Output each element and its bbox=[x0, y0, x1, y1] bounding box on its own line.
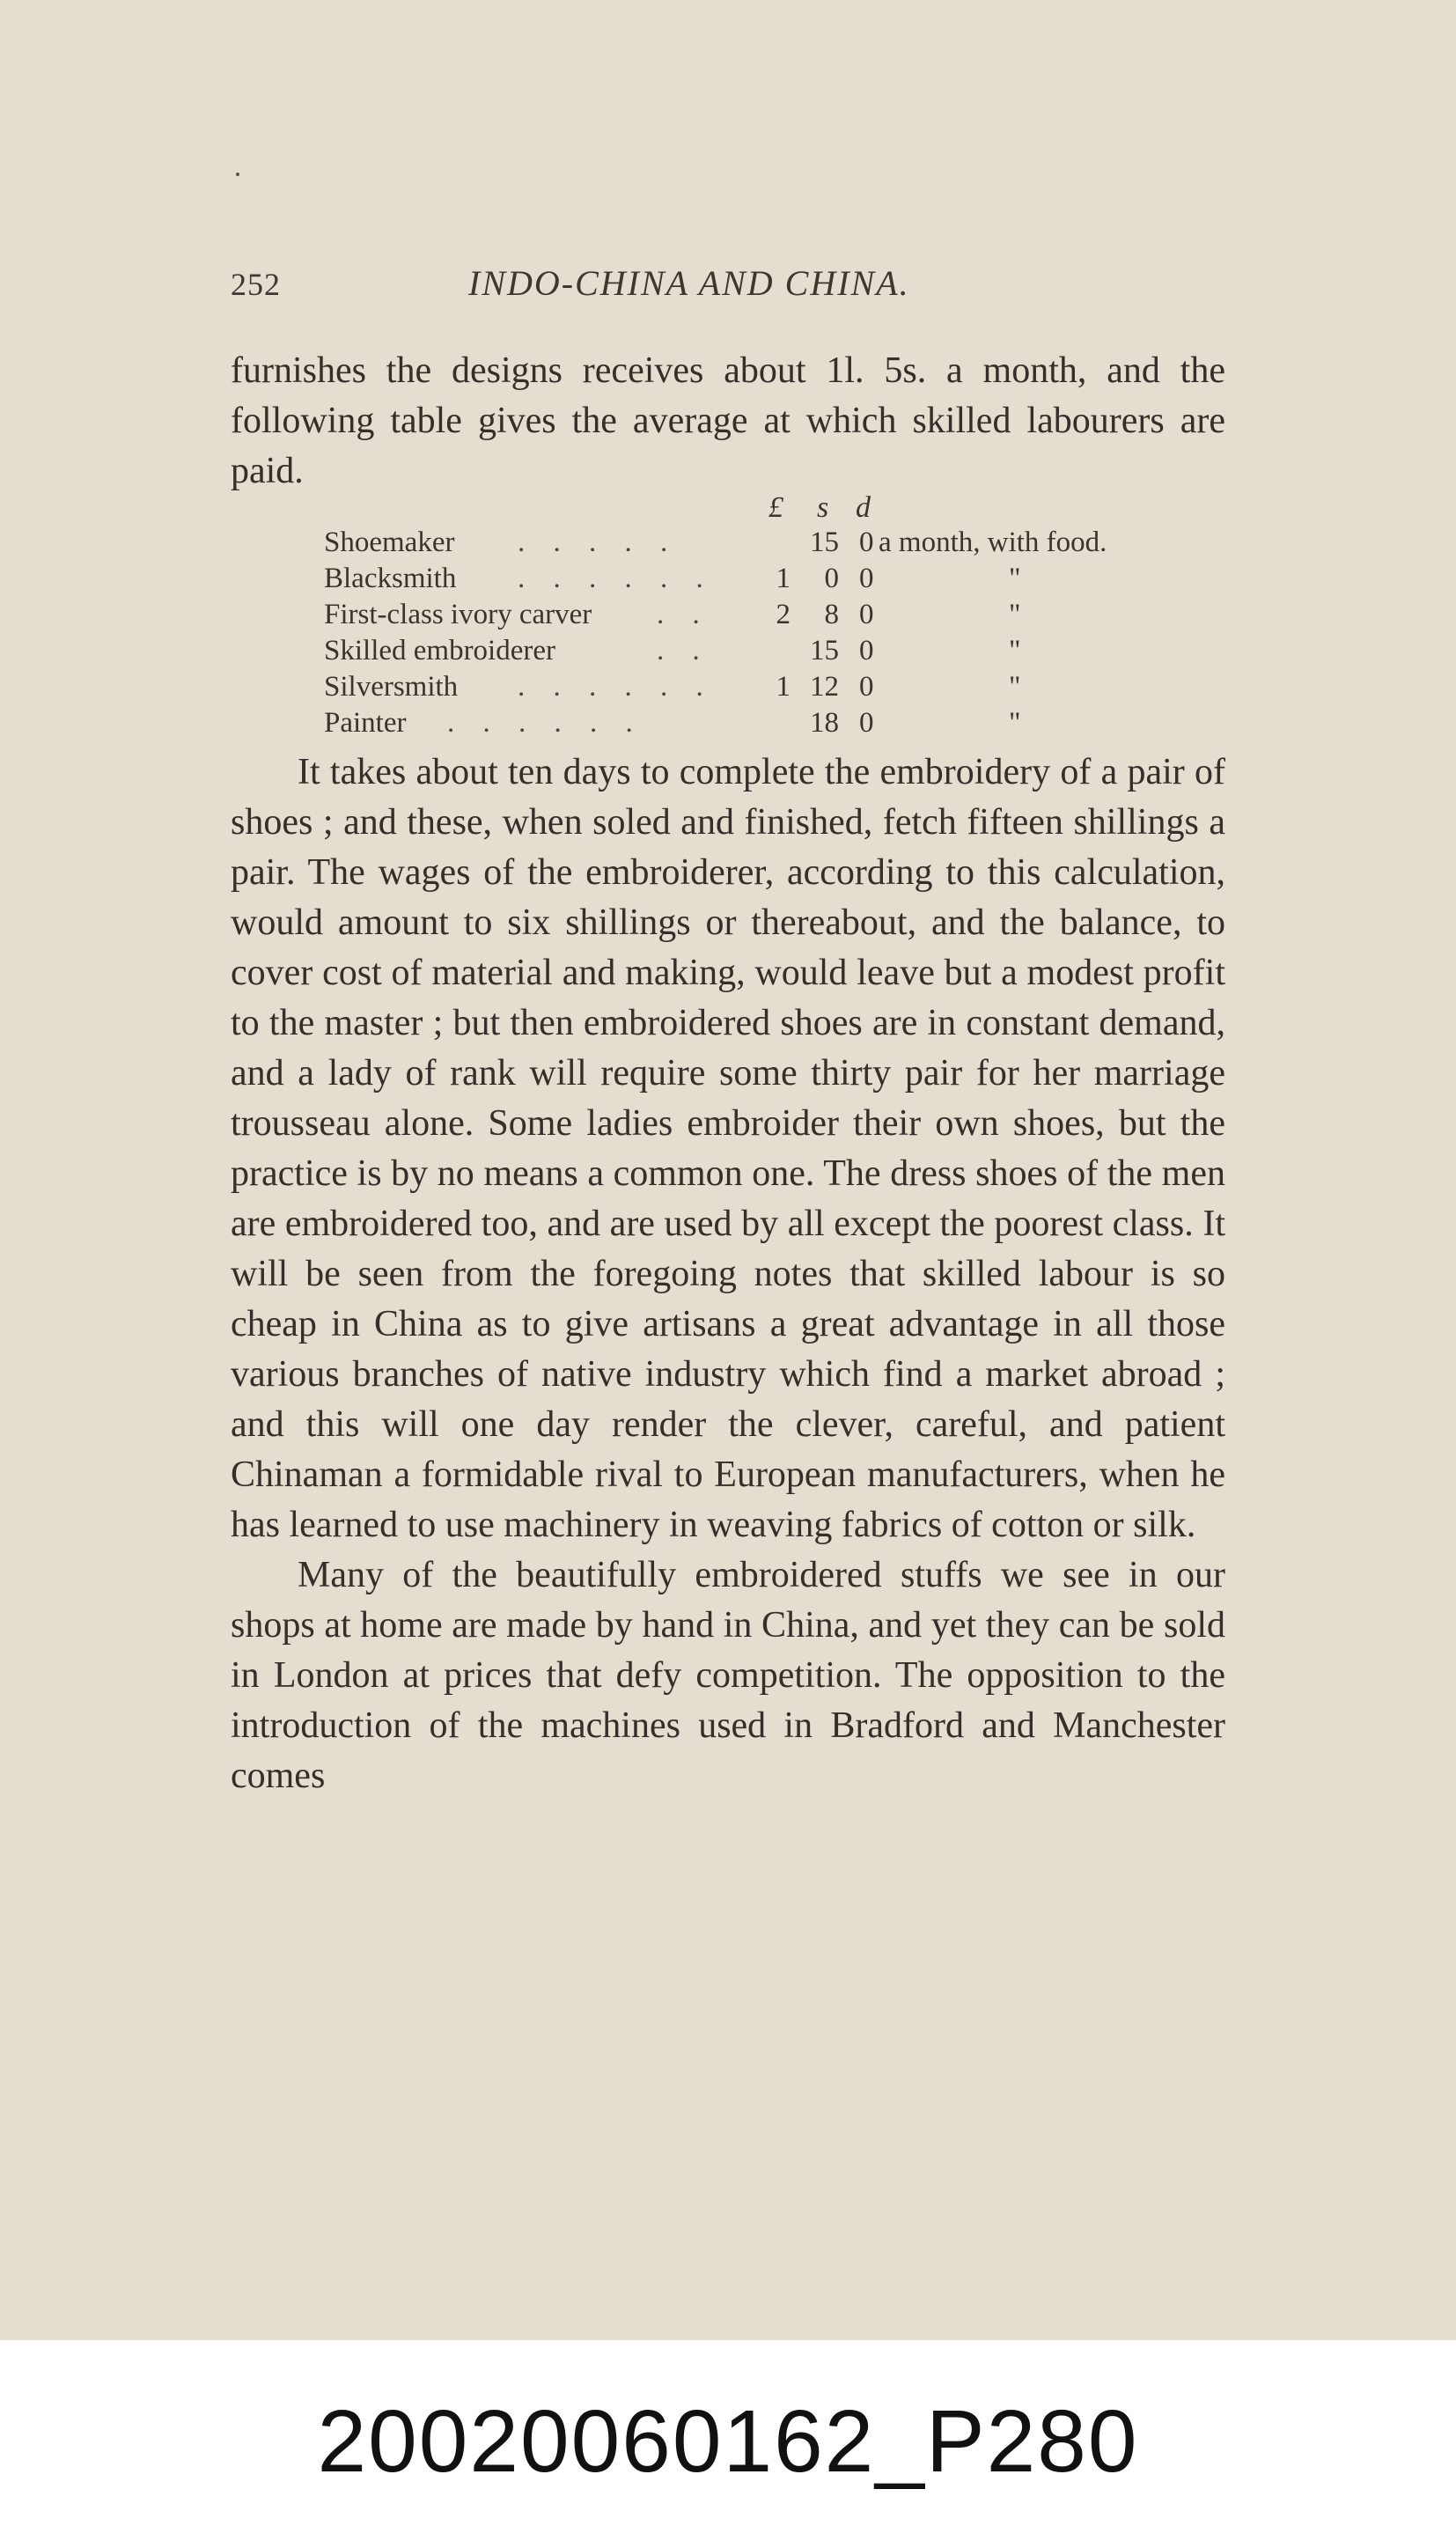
pence-value: 0 bbox=[859, 707, 874, 739]
shillings-header: s bbox=[817, 491, 829, 524]
pence-value: 0 bbox=[859, 563, 874, 594]
page-speck bbox=[236, 173, 239, 176]
trade-name: Painter bbox=[324, 707, 407, 739]
trade-name: Silversmith bbox=[324, 671, 459, 703]
dot-leader: . . . . . bbox=[518, 527, 679, 558]
wage-row-shoemaker bbox=[324, 527, 1169, 563]
catalog-label: 20020060162_P280 bbox=[317, 2392, 1139, 2491]
wage-row-blacksmith bbox=[324, 563, 1169, 599]
trade-name: Skilled embroiderer bbox=[324, 635, 556, 666]
wage-row-silversmith bbox=[324, 671, 1169, 707]
dot-leader: . . . . . . bbox=[447, 707, 643, 739]
dot-leader: . . . . . . bbox=[518, 671, 714, 703]
shillings-value: 15 bbox=[810, 635, 839, 666]
shillings-value: 0 bbox=[824, 563, 839, 594]
pence-value: 0 bbox=[859, 635, 874, 666]
pounds-value: 1 bbox=[776, 671, 791, 703]
page-number: 252 bbox=[231, 267, 281, 302]
trade-name: First-class ivory carver bbox=[324, 599, 592, 630]
shillings-value: 12 bbox=[810, 671, 839, 703]
wage-row-ivory-carver bbox=[324, 599, 1169, 635]
shillings-value: 18 bbox=[810, 707, 839, 739]
paragraph-embroidered-stuffs: Many of the beautifully embroidered stuffs we see in our shops at home are made by hand in China, and yet they can be sold in London at prices that defy competition. The opposition to the introduction of the machines used in Bradford and Manchester comes bbox=[231, 1555, 1225, 1796]
paragraph-embroidered-shoes: It takes about ten days to complete the embroidery of a pair of shoes ; and these, when soled and finished, fetch fifteen shillings a pair. The wages of the embroiderer, according to this calculation, would amount to six shillings or thereabout, and the balance, to cover cost of material and making, would leave but a modest profit to the master ; but then embroidered shoes are in constant demand, and a lady of rank will require some thirty pair for her marriage trousseau alone. Some ladies embroider their own shoes, but the practice is by no means a common one. The dress shoes of the men are embroidered too, and are used by all except the poorest class. It will be seen from the foregoing notes that skilled labour is so cheap in China as to give artisans a great advantage in all those various branches of native industry which find a market abroad ; and this will one day render the clever, careful, and patient Chinaman a formidable rival to European manufacturers, when he has learned to use machinery in weaving fabrics of cotton or silk. bbox=[231, 752, 1225, 1545]
ditto-mark: " bbox=[1009, 599, 1021, 630]
currency-header-row bbox=[324, 491, 1169, 527]
pounds-header: £ bbox=[768, 491, 783, 524]
pence-header: d bbox=[856, 491, 871, 524]
wage-row-painter bbox=[324, 707, 1169, 743]
intro-paragraph: furnishes the designs receives about 1l. 5s. a month, and the following table gives the average at which skilled labourers are paid. bbox=[231, 350, 1225, 491]
pounds-value: 2 bbox=[776, 599, 791, 630]
wage-row-embroiderer bbox=[324, 635, 1169, 671]
ditto-mark: " bbox=[1009, 671, 1021, 703]
dot-leader: . . . . . . bbox=[518, 563, 714, 594]
shillings-value: 15 bbox=[810, 527, 839, 558]
pence-value: 0 bbox=[859, 527, 874, 558]
ditto-mark: " bbox=[1009, 635, 1021, 666]
running-head-title: INDO-CHINA AND CHINA. bbox=[468, 263, 910, 303]
trade-name: Blacksmith bbox=[324, 563, 457, 594]
intro-paragraph-block bbox=[231, 346, 1225, 497]
wage-table bbox=[324, 491, 1169, 743]
body-text bbox=[231, 747, 1225, 1801]
pounds-value: 1 bbox=[776, 563, 791, 594]
shillings-value: 8 bbox=[824, 599, 839, 630]
dot-leader: . . bbox=[657, 599, 710, 630]
ditto-mark: " bbox=[1009, 707, 1021, 739]
dot-leader: . . bbox=[657, 635, 710, 666]
running-head bbox=[231, 262, 1225, 315]
trade-name: Shoemaker bbox=[324, 527, 455, 558]
ditto-mark: " bbox=[1009, 563, 1021, 594]
rate-note: a month, with food. bbox=[879, 527, 1107, 558]
pence-value: 0 bbox=[859, 671, 874, 703]
pence-value: 0 bbox=[859, 599, 874, 630]
